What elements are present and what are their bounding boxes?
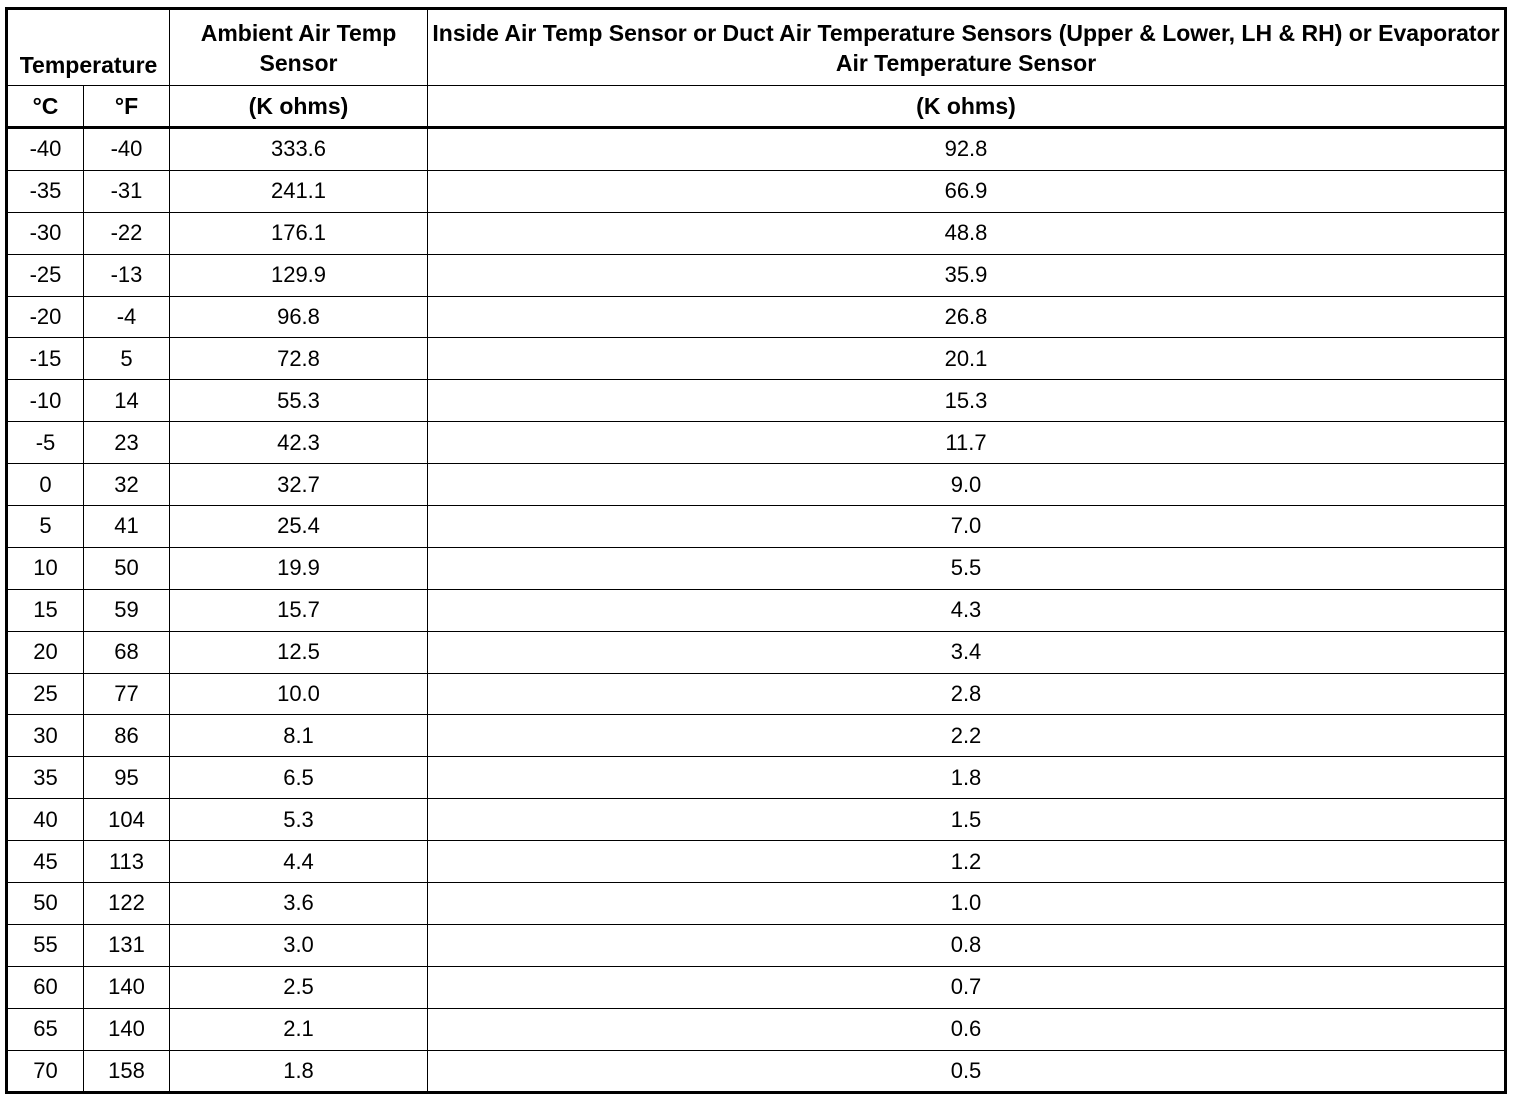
cell-inside-kohms: 35.9 [428,254,1506,296]
cell-ambient-kohms: 3.6 [170,883,428,925]
cell-inside-kohms: 92.8 [428,128,1506,171]
cell-ambient-kohms: 241.1 [170,170,428,212]
table-row [7,631,1506,673]
table-row [7,422,1506,464]
cell-inside-kohms: 7.0 [428,506,1506,548]
table-row [7,506,1506,548]
header-temperature: Temperature [7,9,170,86]
cell-fahrenheit: 23 [84,422,170,464]
cell-ambient-kohms: 25.4 [170,506,428,548]
cell-fahrenheit: 59 [84,589,170,631]
table-row [7,212,1506,254]
cell-inside-kohms: 26.8 [428,296,1506,338]
cell-ambient-kohms: 15.7 [170,589,428,631]
header-inside-duct-evaporator-sensor: Inside Air Temp Sensor or Duct Air Temperature Sensors (Upper & Lower, LH & RH) or Evaporator Air Temperature Sensor [428,9,1506,86]
cell-fahrenheit: -4 [84,296,170,338]
cell-ambient-kohms: 72.8 [170,338,428,380]
header-unit-celsius: °C [7,86,84,128]
cell-celsius: 20 [7,631,84,673]
table-body [7,128,1506,1093]
table-row [7,380,1506,422]
cell-inside-kohms: 2.2 [428,715,1506,757]
cell-fahrenheit: 113 [84,841,170,883]
cell-inside-kohms: 1.2 [428,841,1506,883]
table-row [7,715,1506,757]
cell-celsius: 5 [7,506,84,548]
cell-inside-kohms: 20.1 [428,338,1506,380]
cell-inside-kohms: 0.7 [428,966,1506,1008]
cell-fahrenheit: 140 [84,966,170,1008]
cell-fahrenheit: 158 [84,1050,170,1093]
cell-inside-kohms: 11.7 [428,422,1506,464]
cell-celsius: 0 [7,464,84,506]
header-unit-fahrenheit: °F [84,86,170,128]
cell-inside-kohms: 9.0 [428,464,1506,506]
cell-ambient-kohms: 12.5 [170,631,428,673]
cell-inside-kohms: 66.9 [428,170,1506,212]
cell-ambient-kohms: 42.3 [170,422,428,464]
cell-celsius: -30 [7,212,84,254]
table-row [7,1050,1506,1093]
cell-ambient-kohms: 32.7 [170,464,428,506]
cell-fahrenheit: 50 [84,547,170,589]
cell-inside-kohms: 4.3 [428,589,1506,631]
sensor-resistance-table [5,7,1507,1094]
cell-fahrenheit: 14 [84,380,170,422]
table-row [7,170,1506,212]
table-row [7,1008,1506,1050]
cell-inside-kohms: 0.8 [428,924,1506,966]
cell-celsius: 55 [7,924,84,966]
cell-ambient-kohms: 5.3 [170,799,428,841]
cell-inside-kohms: 0.6 [428,1008,1506,1050]
cell-celsius: 45 [7,841,84,883]
table-row [7,841,1506,883]
cell-inside-kohms: 5.5 [428,547,1506,589]
cell-ambient-kohms: 1.8 [170,1050,428,1093]
cell-fahrenheit: 131 [84,924,170,966]
table-row [7,338,1506,380]
cell-fahrenheit: 41 [84,506,170,548]
table-row [7,464,1506,506]
cell-celsius: -40 [7,128,84,171]
cell-fahrenheit: 32 [84,464,170,506]
table-row [7,966,1506,1008]
table-row [7,254,1506,296]
cell-celsius: 40 [7,799,84,841]
cell-fahrenheit: 104 [84,799,170,841]
cell-ambient-kohms: 4.4 [170,841,428,883]
table-row [7,589,1506,631]
cell-celsius: 35 [7,757,84,799]
cell-ambient-kohms: 96.8 [170,296,428,338]
table-row [7,547,1506,589]
cell-celsius: 10 [7,547,84,589]
cell-ambient-kohms: 10.0 [170,673,428,715]
cell-fahrenheit: 122 [84,883,170,925]
cell-inside-kohms: 0.5 [428,1050,1506,1093]
cell-inside-kohms: 1.8 [428,757,1506,799]
cell-inside-kohms: 3.4 [428,631,1506,673]
cell-ambient-kohms: 2.1 [170,1008,428,1050]
cell-ambient-kohms: 19.9 [170,547,428,589]
cell-fahrenheit: -13 [84,254,170,296]
cell-fahrenheit: 77 [84,673,170,715]
table-row [7,757,1506,799]
cell-celsius: -5 [7,422,84,464]
cell-fahrenheit: 95 [84,757,170,799]
cell-ambient-kohms: 333.6 [170,128,428,171]
header-unit-kohms-ambient: (K ohms) [170,86,428,128]
cell-celsius: 15 [7,589,84,631]
cell-ambient-kohms: 2.5 [170,966,428,1008]
cell-fahrenheit: -40 [84,128,170,171]
cell-inside-kohms: 48.8 [428,212,1506,254]
cell-ambient-kohms: 55.3 [170,380,428,422]
cell-ambient-kohms: 6.5 [170,757,428,799]
table-row [7,883,1506,925]
cell-ambient-kohms: 8.1 [170,715,428,757]
cell-celsius: -20 [7,296,84,338]
header-unit-kohms-inside: (K ohms) [428,86,1506,128]
cell-celsius: 25 [7,673,84,715]
cell-fahrenheit: -22 [84,212,170,254]
cell-celsius: -15 [7,338,84,380]
cell-ambient-kohms: 129.9 [170,254,428,296]
cell-fahrenheit: -31 [84,170,170,212]
cell-ambient-kohms: 3.0 [170,924,428,966]
cell-celsius: -25 [7,254,84,296]
cell-inside-kohms: 2.8 [428,673,1506,715]
table-row [7,924,1506,966]
cell-fahrenheit: 68 [84,631,170,673]
cell-fahrenheit: 86 [84,715,170,757]
cell-celsius: 70 [7,1050,84,1093]
cell-celsius: 60 [7,966,84,1008]
table-row [7,296,1506,338]
cell-inside-kohms: 1.0 [428,883,1506,925]
cell-celsius: -35 [7,170,84,212]
table-row [7,673,1506,715]
cell-celsius: 65 [7,1008,84,1050]
cell-fahrenheit: 5 [84,338,170,380]
cell-inside-kohms: 1.5 [428,799,1506,841]
table-row [7,128,1506,171]
table-row [7,799,1506,841]
cell-celsius: 30 [7,715,84,757]
cell-ambient-kohms: 176.1 [170,212,428,254]
cell-celsius: -10 [7,380,84,422]
cell-inside-kohms: 15.3 [428,380,1506,422]
cell-celsius: 50 [7,883,84,925]
header-ambient-air-temp-sensor: Ambient Air Temp Sensor [170,9,428,86]
cell-fahrenheit: 140 [84,1008,170,1050]
